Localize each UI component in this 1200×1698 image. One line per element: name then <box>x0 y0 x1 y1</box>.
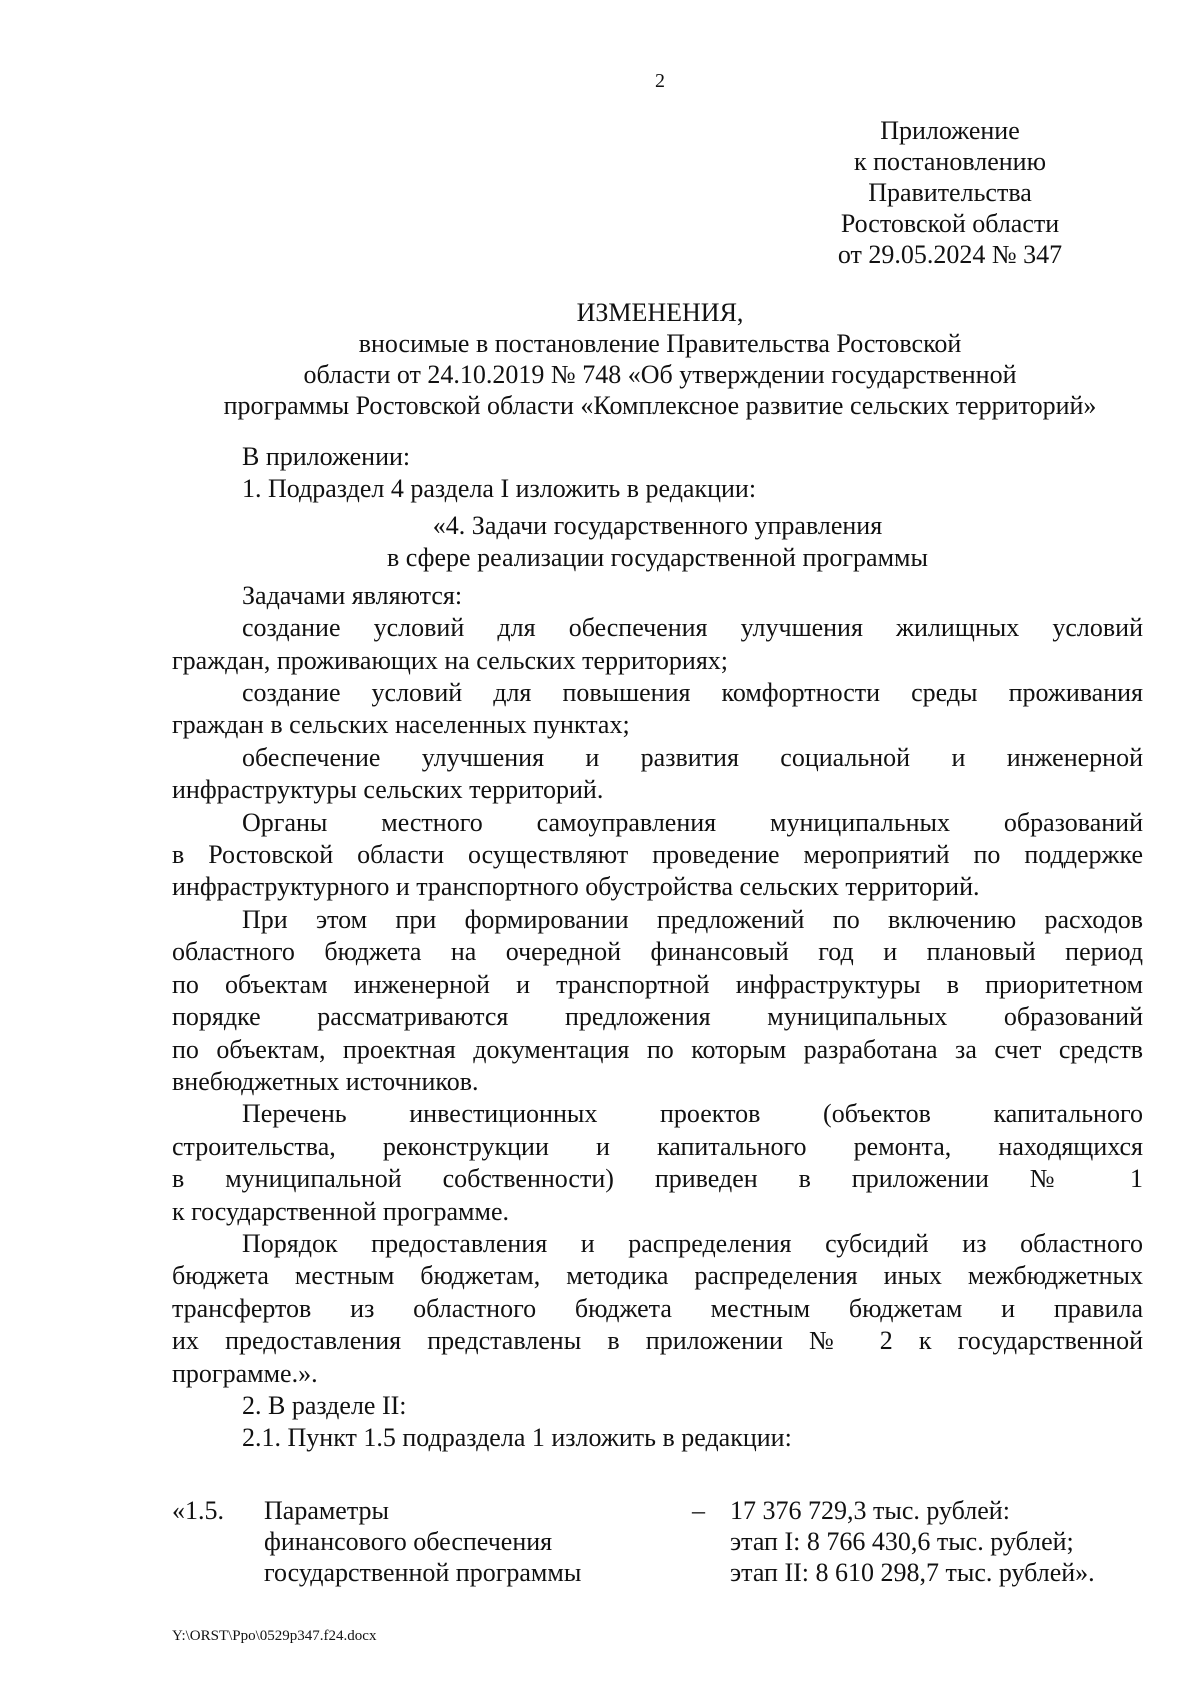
paragraph-line: создание условий для обеспечения улучшения жилищных условий <box>242 613 1143 643</box>
document-title: ИЗМЕНЕНИЯ, <box>576 298 744 327</box>
paragraph: 2. В разделе II: <box>242 1390 407 1420</box>
paragraph-line: инфраструктурного и транспортного обустройства сельских территорий. <box>172 872 980 902</box>
paragraph: В приложении: <box>242 442 411 471</box>
section-title-line: в сфере реализации государственной программы <box>387 542 928 572</box>
paragraph-line: создание условий для повышения комфортности среды проживания <box>242 678 1143 708</box>
paragraph: Задачами являются: <box>242 580 463 610</box>
document-body <box>172 441 1143 1455</box>
page-number: 2 <box>655 70 665 92</box>
document-subtitle <box>170 328 1150 421</box>
paragraph-line: программе.». <box>172 1358 318 1388</box>
file-path-footer: Y:\ORST\Ppo\0529p347.f24.docx <box>172 1628 377 1644</box>
paragraph-line: обеспечение улучшения и развития социальной и инженерной <box>242 742 1143 772</box>
paragraph-line: бюджета местным бюджетам, методика распределения иных межбюджетных <box>172 1261 1143 1291</box>
paragraph-line: граждан, проживающих на сельских территориях; <box>172 645 729 675</box>
approval-line: от 29.05.2024 № 347 <box>837 240 1063 269</box>
section-title <box>172 510 1143 574</box>
param-values <box>730 1495 1170 1588</box>
paragraph-line: по объектам, проектная документация по которым разработана за счет средств <box>172 1034 1143 1064</box>
paragraph-line: Перечень инвестиционных проектов (объектов капитального <box>242 1099 1143 1129</box>
subtitle-line: программы Ростовской области «Комплексное развитие сельских территорий» <box>223 391 1097 420</box>
paragraph-line: инфраструктуры сельских территорий. <box>172 775 604 805</box>
approval-line: к постановлению <box>853 147 1047 176</box>
param-label-line: финансового обеспечения <box>264 1527 553 1556</box>
param-dash: – <box>692 1496 705 1525</box>
paragraph-line: в Ростовской области осуществляют проведение мероприятий по поддержке <box>172 840 1143 870</box>
paragraph-line: граждан в сельских населенных пунктах; <box>172 710 630 740</box>
approval-line: Правительства <box>868 178 1032 207</box>
paragraph-line: к государственной программе. <box>172 1196 509 1226</box>
paragraph-line: внебюджетных источников. <box>172 1066 479 1096</box>
param-value-line: 17 376 729,3 тыс. рублей: <box>730 1496 1010 1525</box>
paragraph-line: областного бюджета на очередной финансовый год и плановый период <box>172 937 1143 967</box>
param-value-line: этап II: 8 610 298,7 тыс. рублей». <box>730 1558 1095 1587</box>
param-label-line: Параметры <box>264 1496 389 1525</box>
param-number: «1.5. <box>172 1496 224 1525</box>
param-label <box>264 1495 644 1588</box>
approval-line: Приложение <box>880 116 1020 145</box>
paragraph-line: Порядок предоставления и распределения субсидий из областного <box>242 1228 1143 1258</box>
paragraph-line: Органы местного самоуправления муниципальных образований <box>242 807 1143 837</box>
paragraph-line: порядке рассматриваются предложения муниципальных образований <box>172 1002 1143 1032</box>
subtitle-line: вносимые в постановление Правительства Ростовской <box>358 329 962 358</box>
paragraph: 2.1. Пункт 1.5 подраздела 1 изложить в редакции: <box>242 1423 792 1453</box>
paragraph-line: их предоставления представлены в приложении № 2 к государственной <box>172 1326 1143 1356</box>
subtitle-line: области от 24.10.2019 № 748 «Об утверждении государственной <box>303 360 1017 389</box>
param-value-line: этап I: 8 766 430,6 тыс. рублей; <box>730 1527 1074 1556</box>
paragraph: 1. Подраздел 4 раздела I изложить в редакции: <box>242 474 757 504</box>
paragraph-line: в муниципальной собственности) приведен в приложении № 1 <box>172 1164 1143 1194</box>
paragraph-line: по объектам инженерной и транспортной инфраструктуры в приоритетном <box>172 969 1143 999</box>
paragraph-line: строительства, реконструкции и капитального ремонта, находящихся <box>172 1131 1143 1161</box>
approval-line: Ростовской области <box>840 209 1060 238</box>
section-title-line: «4. Задачи государственного управления <box>432 510 883 540</box>
param-label-line: государственной программы <box>264 1558 582 1587</box>
paragraph-line: При этом при формировании предложений по включению расходов <box>242 904 1143 934</box>
approval-block <box>820 115 1080 270</box>
paragraph-line: трансфертов из областного бюджета местным бюджетам и правила <box>172 1293 1143 1323</box>
